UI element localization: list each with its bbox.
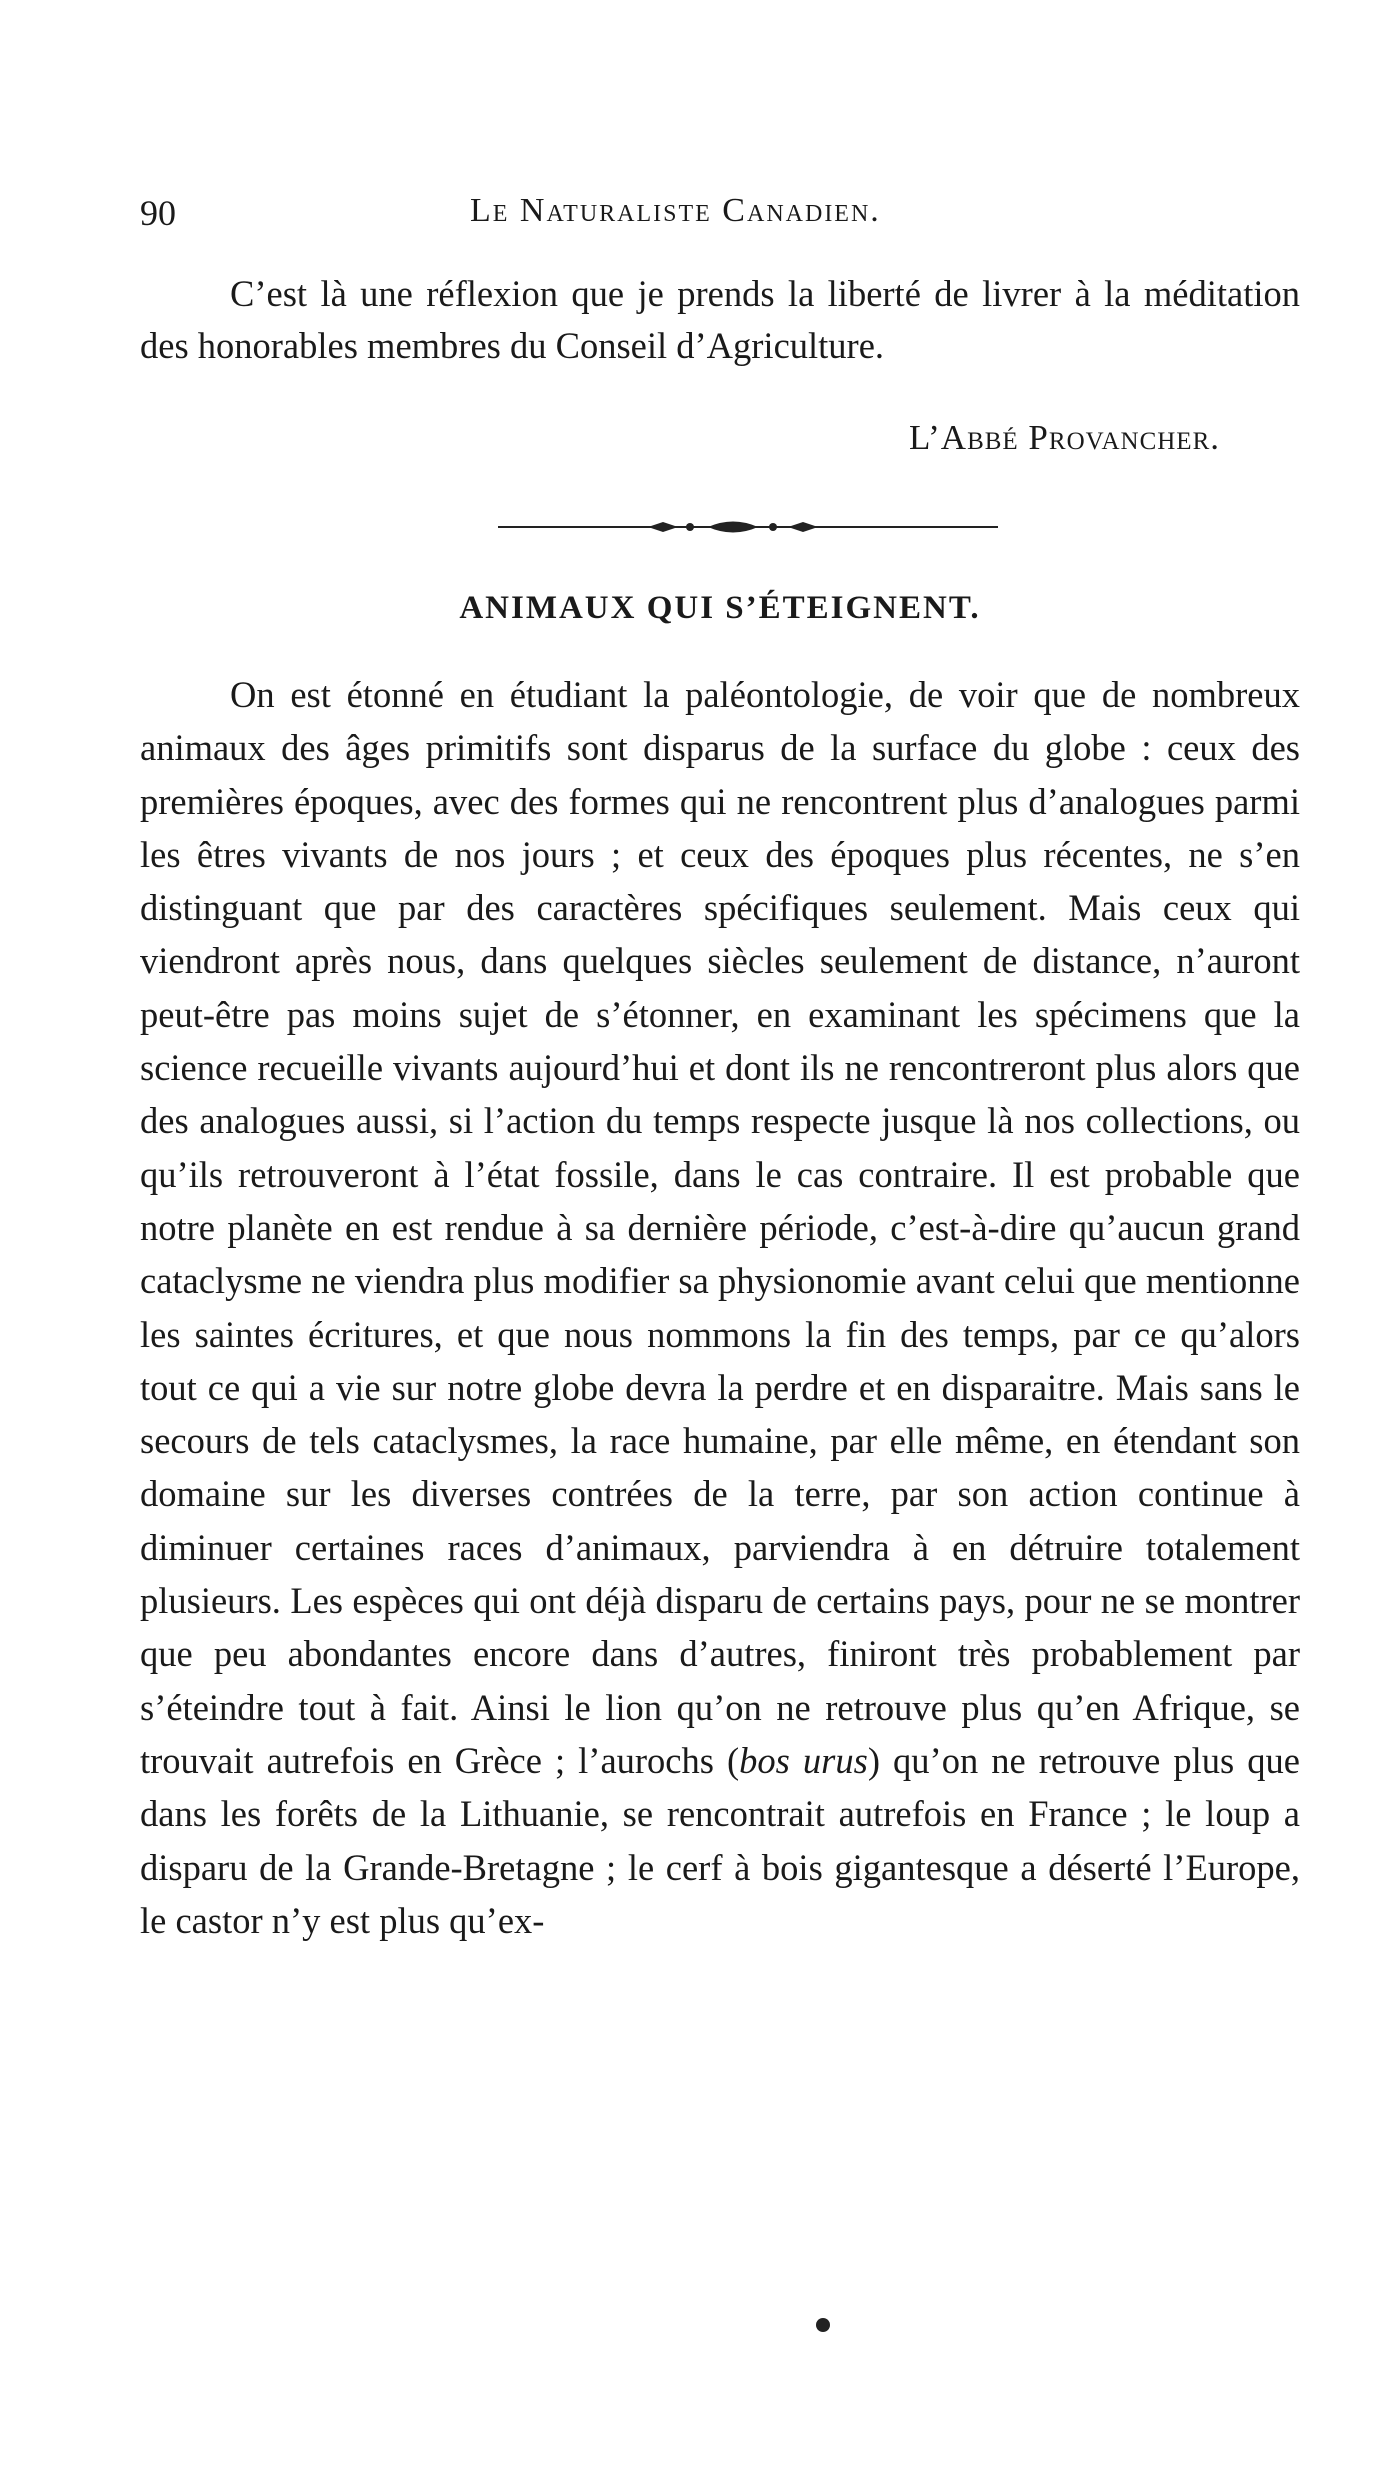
intro-paragraph: C’est là une réflexion que je prends la liberté de livrer à la méditation des honorables membres du Conseil d’Agriculture.	[140, 273, 1300, 366]
article-paragraph	[140, 668, 1300, 1947]
page-header	[140, 192, 1300, 242]
intro-block	[140, 268, 1300, 372]
article-title: ANIMAUX QUI S’ÉTEIGNENT.	[459, 590, 981, 626]
page-number: 90	[140, 193, 176, 233]
body-text-part-2: ) qu’on ne retrouve plus que dans les forêts de la Lithuanie, se rencontrait autrefois en France ; le loup a disparu de la Grande-Bretagne ; le cerf à bois gigantesque a déserté l’Europe, le castor n’y est plus qu’ex-	[140, 1739, 1300, 1941]
author-signature: L’Abbé Provancher.	[908, 418, 1220, 457]
article-body	[140, 668, 1300, 1947]
body-text-part-1: On est étonné en étudiant la paléontologie, de voir que de nombreux animaux des âges primitifs sont disparus de la surface du globe : ceux des premières époques, avec des formes qui ne rencontrent plus d’analogues parmi les êtres vivants de nos jours ; et ceux des époques plus récentes, ne s’en distinguant que par des caractères spécifiques seulement. Mais ceux qui viendront après nous, dans quelques siècles seulement de distance, n’auront peut-être pas moins sujet de s’étonner, en examinant les spécimens que la science recueille vivants aujourd’hui et dont ils ne rencontreront plus alors que des analogues aussi, si l’action du temps respecte jusque là nos collections, ou qu’ils retrouveront à l’état fossile, dans le cas contraire. Il est probable que notre planète en est rendue à sa dernière période, c’est-à-dire qu’aucun grand cataclysme ne viendra plus modifier sa physionomie avant celui que mentionne les saintes écritures, et que nous nommons la fin des temps, par ce qu’alors tout ce qui a vie sur notre globe devra la perdre et en disparaitre. Mais sans le secours de tels cataclysmes, la race humaine, par elle même, en étendant son domaine sur les diverses contrées de la terre, par son action continue à diminuer certaines races d’animaux, parviendra à en détruire totalement plusieurs. Les espèces qui ont déjà disparu de certains pays, pour ne se montrer que peu abondantes encore dans d’autres, finiront très probablement par s’éteindre tout à fait. Ainsi le lion qu’on ne retrouve plus qu’en Afrique, se trouvait autrefois en Grèce ; l’aurochs (	[140, 674, 1300, 1781]
ornamental-divider	[498, 512, 998, 542]
italic-species-name: bos urus	[739, 1739, 868, 1781]
running-title: Le Naturaliste Canadien.	[470, 192, 881, 229]
printer-mark	[816, 2318, 830, 2332]
